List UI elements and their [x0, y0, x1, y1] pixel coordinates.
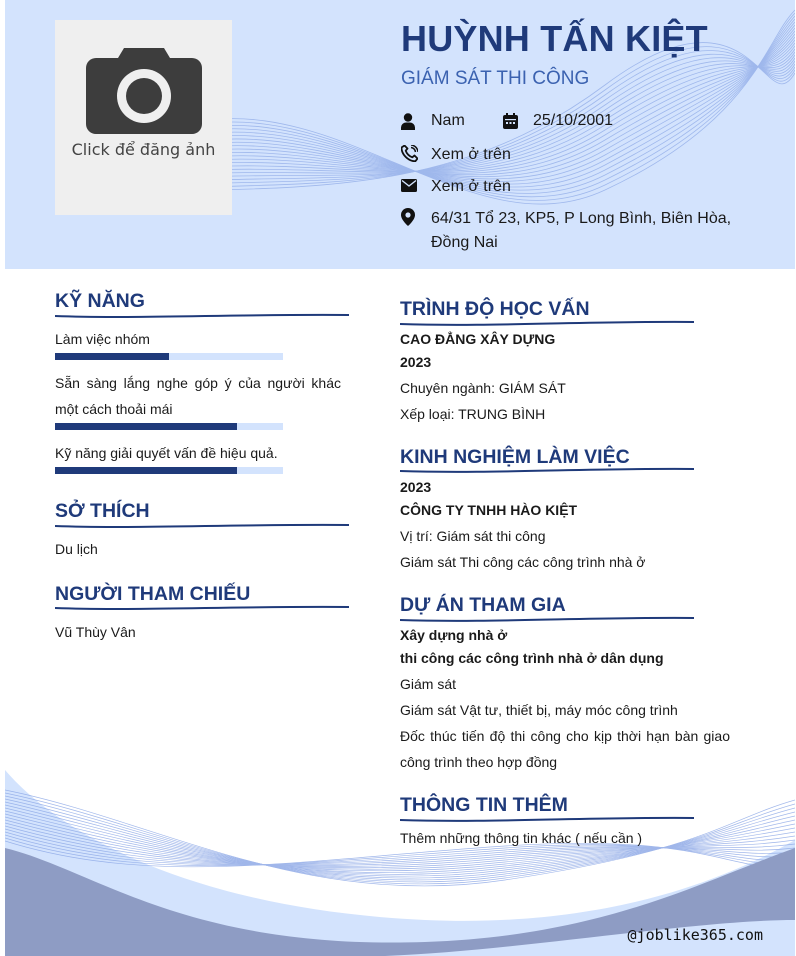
phone-icon	[401, 143, 431, 163]
location-icon	[401, 207, 431, 227]
skill-label-1: Làm việc nhóm	[55, 331, 150, 347]
skill-bar-3	[55, 467, 283, 474]
camera-icon	[86, 48, 202, 134]
dob-field	[503, 112, 613, 130]
experience-company: CÔNG TY TNHH HÀO KIỆT	[400, 502, 578, 518]
references-heading: NGƯỜI THAM CHIẾU	[55, 583, 251, 605]
project-name: Xây dựng nhà ở	[400, 627, 508, 643]
education-major: Chuyên ngành: GIÁM SÁT	[400, 380, 566, 396]
education-school: CAO ĐẲNG XÂY DỰNG	[400, 331, 556, 347]
header-band	[5, 0, 795, 269]
experience-description: Giám sát Thi công các công trình nhà ở	[400, 554, 646, 570]
project-line-1: Giám sát Vật tư, thiết bị, máy móc công trình	[400, 702, 678, 718]
phone-value: Xem ở trên	[431, 146, 511, 163]
gender-field	[401, 112, 465, 130]
extra-text: Thêm những thông tin khác ( nếu cần )	[400, 830, 643, 846]
projects-heading: DỰ ÁN THAM GIA	[400, 594, 566, 616]
skill-bar-2	[55, 423, 283, 430]
skill-label-2: Sẵn sàng lắng nghe góp ý của người khác một cách thoải mái	[55, 375, 341, 417]
email-field	[401, 175, 511, 199]
project-role: Giám sát	[400, 676, 457, 692]
experience-heading: KINH NGHIỆM LÀM VIỆC	[400, 446, 630, 468]
education-year: 2023	[400, 354, 432, 370]
experience-underline	[400, 466, 694, 474]
hobbies-text: Du lịch	[55, 541, 98, 557]
skills-underline	[55, 312, 349, 320]
education-underline	[400, 319, 694, 327]
extra-heading: THÔNG TIN THÊM	[400, 794, 568, 816]
hobbies-heading: SỞ THÍCH	[55, 500, 150, 522]
user-icon	[401, 113, 431, 130]
project-line-2: Đốc thúc tiến độ thi công cho kịp thời hạn bàn giao công trình theo hợp đồng	[400, 728, 730, 770]
photo-caption: Click để đăng ảnh	[71, 140, 216, 159]
projects-underline	[400, 615, 694, 623]
education-heading: TRÌNH ĐỘ HỌC VẤN	[400, 298, 590, 320]
email-value: Xem ở trên	[431, 178, 511, 195]
gender-value: Nam	[431, 112, 465, 129]
phone-field	[401, 143, 511, 167]
skill-bar-fill-3	[55, 467, 237, 474]
address-field	[401, 207, 773, 255]
candidate-name: HUỲNH TẤN KIỆT	[401, 18, 708, 59]
hobbies-underline	[55, 522, 349, 530]
address-value: 64/31 Tổ 23, KP5, P Long Bình, Biên Hòa, Đồng Nai	[431, 210, 732, 251]
skill-bar-fill-1	[55, 353, 169, 360]
education-grade: Xếp loại: TRUNG BÌNH	[400, 406, 546, 422]
extra-underline	[400, 815, 694, 823]
resume-page	[5, 0, 795, 956]
calendar-icon	[503, 113, 533, 129]
skills-heading: KỸ NĂNG	[55, 290, 145, 312]
dob-value: 25/10/2001	[533, 112, 614, 129]
experience-position: Vị trí: Giám sát thi công	[400, 528, 546, 544]
photo-upload[interactable]	[55, 20, 232, 215]
skill-bar-1	[55, 353, 283, 360]
references-text: Vũ Thùy Vân	[55, 624, 136, 640]
skill-label-3: Kỹ năng giải quyết vấn đề hiệu quả.	[55, 445, 278, 461]
references-underline	[55, 604, 349, 612]
candidate-title: GIÁM SÁT THI CÔNG	[401, 68, 590, 89]
watermark: @joblike365.com	[627, 926, 763, 944]
skill-bar-fill-2	[55, 423, 237, 430]
experience-year: 2023	[400, 479, 432, 495]
project-subtitle: thi công các công trình nhà ở dân dụng	[400, 650, 664, 666]
email-icon	[401, 175, 431, 195]
